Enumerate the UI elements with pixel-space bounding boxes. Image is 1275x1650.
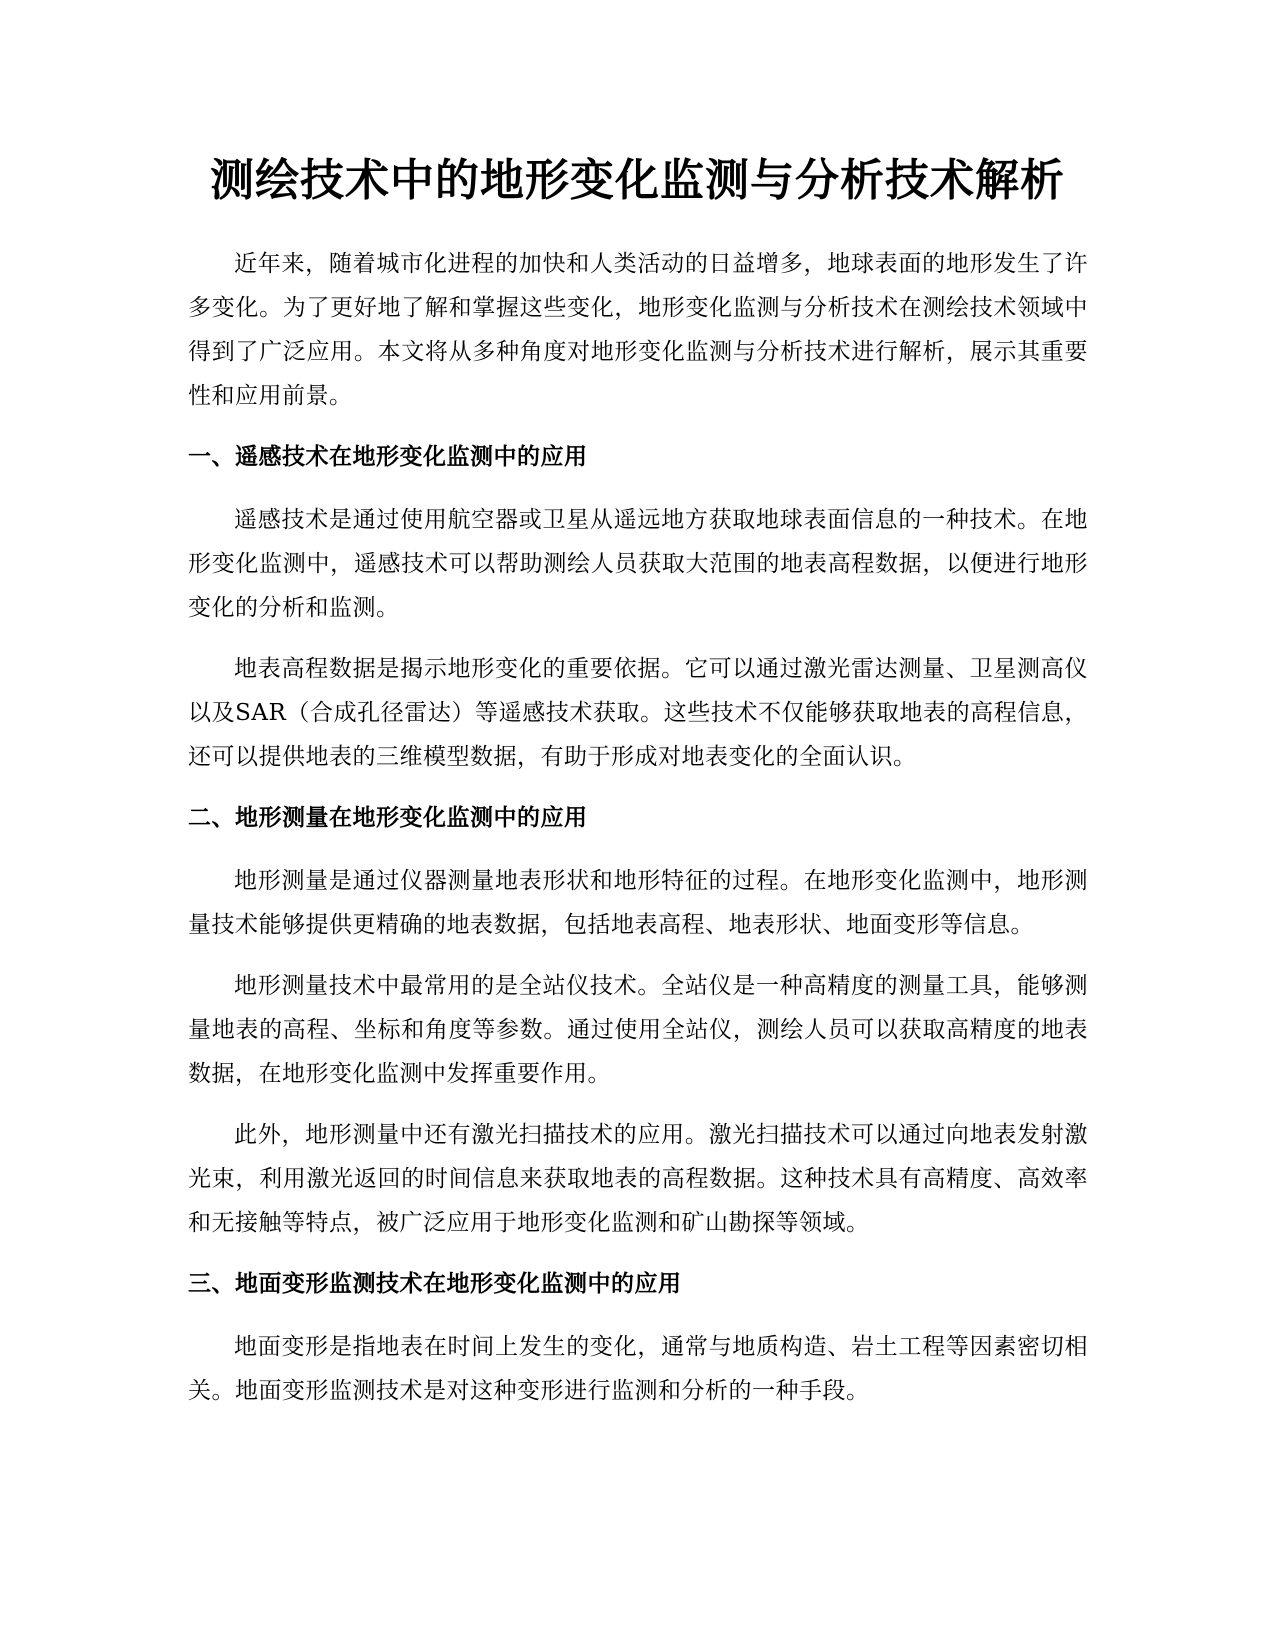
section-1-paragraph-1: 遥感技术是通过使用航空器或卫星从遥远地方获取地球表面信息的一种技术。在地形变化监测中，遥感技术可以帮助测绘人员获取大范围的地表高程数据，以便进行地形变化的分析和监测。 — [188, 507, 1088, 621]
section-2-paragraph-1: 地形测量是通过仪器测量地表形状和地形特征的过程。在地形变化监测中，地形测量技术能够提供更精确的地表数据，包括地表高程、地表形状、地面变形等信息。 — [188, 868, 1088, 938]
section-2-paragraph-3: 此外，地形测量中还有激光扫描技术的应用。激光扫描技术可以通过向地表发射激光束，利用激光返回的时间信息来获取地表的高程数据。这种技术具有高精度、高效率和无接触等特点，被广泛应用于地形变化监测和矿山勘探等领域。 — [188, 1122, 1088, 1236]
section-heading-1: 一、遥感技术在地形变化监测中的应用 — [188, 444, 588, 470]
section-1-paragraph-2: 地表高程数据是揭示地形变化的重要依据。它可以通过激光雷达测量、卫星测高仪以及SAR（合成孔径雷达）等遥感技术获取。这些技术不仅能够获取地表的高程信息，还可以提供地表的三维模型数据，有助于形成对地表变化的全面认识。 — [188, 656, 1088, 770]
document-title: 测绘技术中的地形变化监测与分析技术解析 — [210, 155, 1065, 206]
section-2-paragraph-2: 地形测量技术中最常用的是全站仪技术。全站仪是一种高精度的测量工具，能够测量地表的高程、坐标和角度等参数。通过使用全站仪，测绘人员可以获取高精度的地表数据，在地形变化监测中发挥重要作用。 — [188, 973, 1088, 1087]
document-body — [188, 242, 1088, 1430]
section-3-paragraph-1: 地面变形是指地表在时间上发生的变化，通常与地质构造、岩土工程等因素密切相关。地面变形监测技术是对这种变形进行监测和分析的一种手段。 — [188, 1334, 1088, 1404]
intro-paragraph: 近年来，随着城市化进程的加快和人类活动的日益增多，地球表面的地形发生了许多变化。为了更好地了解和掌握这些变化，地形变化监测与分析技术在测绘技术领域中得到了广泛应用。本文将从多种角度对地形变化监测与分析技术进行解析，展示其重要性和应用前景。 — [188, 251, 1088, 409]
section-heading-3: 三、地面变形监测技术在地形变化监测中的应用 — [188, 1271, 682, 1297]
section-heading-2: 二、地形测量在地形变化监测中的应用 — [188, 805, 588, 831]
